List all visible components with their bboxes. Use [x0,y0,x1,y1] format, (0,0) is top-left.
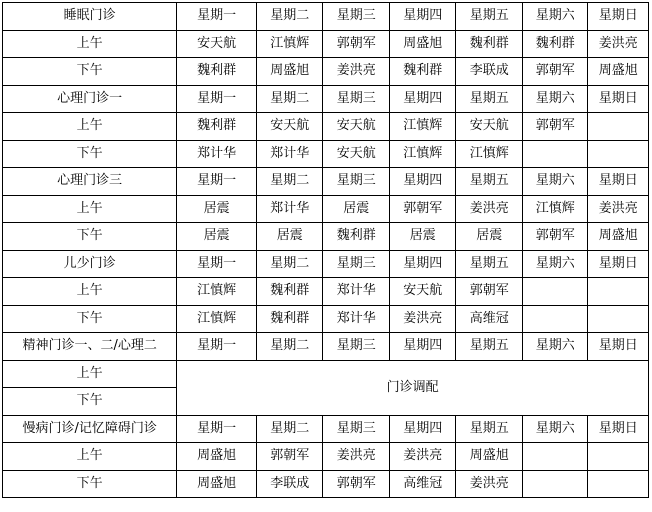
period-label: 上午 [3,360,177,388]
doctor-cell: 郑计华 [323,305,390,333]
doctor-cell: 安天航 [323,113,390,141]
weekday-header: 星期日 [588,333,649,361]
weekday-header: 星期日 [588,415,649,443]
period-label: 下午 [3,388,177,416]
clinic-name: 睡眠门诊 [3,3,177,31]
weekday-header: 星期一 [177,3,257,31]
section-header-row [3,333,649,361]
doctor-cell: 姜洪亮 [588,195,649,223]
doctor-cell: 江慎辉 [456,140,523,168]
table-row [3,470,649,498]
weekday-header: 星期日 [588,168,649,196]
weekday-header: 星期三 [323,415,390,443]
weekday-header: 星期一 [177,250,257,278]
doctor-cell: 姜洪亮 [456,195,523,223]
weekday-header: 星期一 [177,333,257,361]
doctor-cell: 魏利群 [389,58,456,86]
table-row [3,278,649,306]
period-label: 下午 [3,58,177,86]
table-row [3,443,649,471]
doctor-cell [522,470,588,498]
doctor-cell [588,140,649,168]
section-header-row [3,85,649,113]
table-row [3,195,649,223]
doctor-cell: 安天航 [389,278,456,306]
doctor-cell: 魏利群 [177,58,257,86]
weekday-header: 星期四 [389,168,456,196]
weekday-header: 星期三 [323,333,390,361]
doctor-cell [588,470,649,498]
table-row [3,223,649,251]
weekday-header: 星期六 [522,168,588,196]
doctor-cell: 周盛旭 [588,58,649,86]
doctor-cell: 江慎辉 [522,195,588,223]
weekday-header: 星期四 [389,85,456,113]
doctor-cell: 居震 [456,223,523,251]
doctor-cell: 姜洪亮 [389,305,456,333]
doctor-cell: 居震 [177,223,257,251]
weekday-header: 星期三 [323,168,390,196]
weekday-header: 星期二 [256,250,323,278]
weekday-header: 星期日 [588,250,649,278]
period-label: 上午 [3,195,177,223]
doctor-cell: 郭朝军 [323,30,390,58]
clinic-name: 心理门诊一 [3,85,177,113]
period-label: 下午 [3,305,177,333]
doctor-cell: 郑计华 [256,195,323,223]
weekday-header: 星期五 [456,85,523,113]
doctor-cell: 魏利群 [323,223,390,251]
section-header-row [3,415,649,443]
doctor-cell: 江慎辉 [177,305,257,333]
doctor-cell: 姜洪亮 [389,443,456,471]
doctor-cell: 居震 [389,223,456,251]
doctor-cell: 周盛旭 [256,58,323,86]
doctor-cell: 高维冠 [456,305,523,333]
doctor-cell: 江慎辉 [389,113,456,141]
clinic-name: 儿少门诊 [3,250,177,278]
section-header-row [3,168,649,196]
doctor-cell: 郭朝军 [389,195,456,223]
period-label: 上午 [3,113,177,141]
period-label: 上午 [3,30,177,58]
weekday-header: 星期三 [323,85,390,113]
clinic-name: 慢病门诊/记忆障碍门诊 [3,415,177,443]
weekday-header: 星期二 [256,3,323,31]
weekday-header: 星期四 [389,415,456,443]
doctor-cell: 魏利群 [177,113,257,141]
weekday-header: 星期五 [456,333,523,361]
weekday-header: 星期六 [522,250,588,278]
table-row [3,140,649,168]
doctor-cell: 姜洪亮 [588,30,649,58]
clinic-name: 心理门诊三 [3,168,177,196]
doctor-cell [522,305,588,333]
doctor-cell: 安天航 [177,30,257,58]
doctor-cell [588,443,649,471]
doctor-cell: 江慎辉 [177,278,257,306]
doctor-cell: 郑计华 [177,140,257,168]
doctor-cell: 魏利群 [456,30,523,58]
table-row [3,113,649,141]
table-row [3,30,649,58]
section-header-row [3,250,649,278]
clinic-name: 精神门诊一、二/心理二 [3,333,177,361]
doctor-cell [588,305,649,333]
weekday-header: 星期二 [256,85,323,113]
table-row [3,360,649,388]
period-label: 上午 [3,278,177,306]
doctor-cell: 郭朝军 [456,278,523,306]
schedule-body [3,3,649,498]
weekday-header: 星期二 [256,415,323,443]
weekday-header: 星期日 [588,3,649,31]
doctor-cell: 姜洪亮 [456,470,523,498]
period-label: 下午 [3,470,177,498]
period-label: 下午 [3,140,177,168]
doctor-cell: 郭朝军 [522,113,588,141]
doctor-cell: 姜洪亮 [323,58,390,86]
weekday-header: 星期四 [389,3,456,31]
doctor-cell: 魏利群 [522,30,588,58]
clinic-schedule-table [2,2,649,498]
doctor-cell: 周盛旭 [177,470,257,498]
table-row [3,305,649,333]
doctor-cell: 江慎辉 [389,140,456,168]
doctor-cell [588,278,649,306]
weekday-header: 星期三 [323,3,390,31]
weekday-header: 星期四 [389,250,456,278]
weekday-header: 星期五 [456,168,523,196]
weekday-header: 星期四 [389,333,456,361]
doctor-cell: 周盛旭 [588,223,649,251]
doctor-cell: 魏利群 [256,305,323,333]
doctor-cell: 高维冠 [389,470,456,498]
doctor-cell: 郭朝军 [522,58,588,86]
weekday-header: 星期六 [522,85,588,113]
doctor-cell: 安天航 [323,140,390,168]
doctor-cell: 李联成 [256,470,323,498]
weekday-header: 星期一 [177,85,257,113]
doctor-cell: 郭朝军 [323,470,390,498]
period-label: 上午 [3,443,177,471]
weekday-header: 星期五 [456,250,523,278]
doctor-cell [522,140,588,168]
doctor-cell: 郑计华 [323,278,390,306]
doctor-cell: 安天航 [456,113,523,141]
weekday-header: 星期日 [588,85,649,113]
weekday-header: 星期五 [456,3,523,31]
section-header-row [3,3,649,31]
weekday-header: 星期二 [256,333,323,361]
doctor-cell [588,113,649,141]
weekday-header: 星期六 [522,333,588,361]
weekday-header: 星期一 [177,168,257,196]
doctor-cell: 居震 [323,195,390,223]
doctor-cell [522,443,588,471]
table-row [3,58,649,86]
doctor-cell: 周盛旭 [177,443,257,471]
doctor-cell: 李联成 [456,58,523,86]
doctor-cell: 居震 [256,223,323,251]
weekday-header: 星期三 [323,250,390,278]
doctor-cell: 居震 [177,195,257,223]
period-label: 下午 [3,223,177,251]
doctor-cell: 郭朝军 [522,223,588,251]
weekday-header: 星期六 [522,415,588,443]
doctor-cell: 魏利群 [256,278,323,306]
weekday-header: 星期六 [522,3,588,31]
doctor-cell [522,278,588,306]
doctor-cell: 姜洪亮 [323,443,390,471]
doctor-cell: 安天航 [256,113,323,141]
doctor-cell: 周盛旭 [389,30,456,58]
merged-assignment-cell: 门诊调配 [177,360,649,415]
doctor-cell: 周盛旭 [456,443,523,471]
doctor-cell: 郭朝军 [256,443,323,471]
weekday-header: 星期二 [256,168,323,196]
weekday-header: 星期一 [177,415,257,443]
doctor-cell: 江慎辉 [256,30,323,58]
doctor-cell: 郑计华 [256,140,323,168]
weekday-header: 星期五 [456,415,523,443]
